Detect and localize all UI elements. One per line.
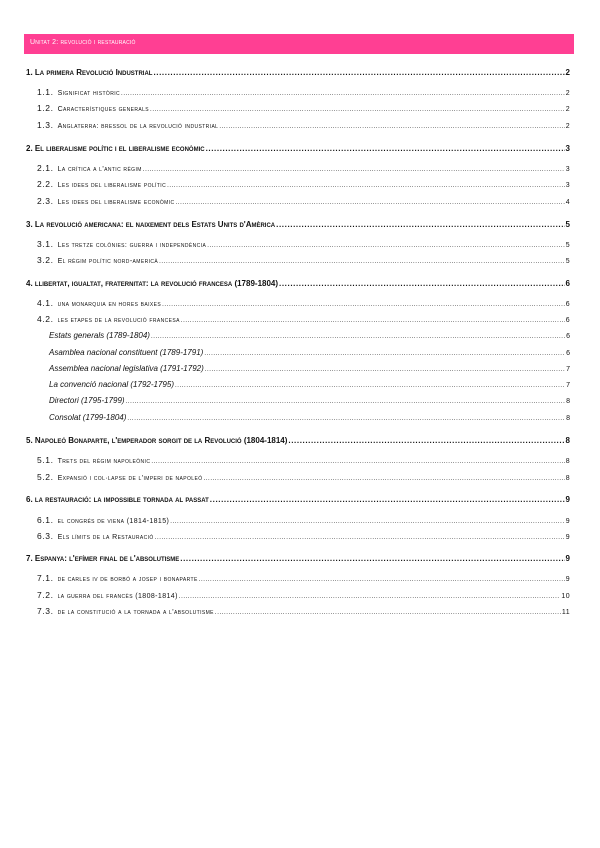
- toc-page-number: 3: [565, 144, 570, 153]
- toc-entry-title: el congrés de viena (1814-1815): [57, 518, 170, 525]
- toc-dot-leader: [206, 144, 565, 153]
- toc-entry[interactable]: [37, 314, 570, 324]
- toc-entry[interactable]: [49, 413, 570, 422]
- toc-entry[interactable]: [26, 68, 570, 77]
- toc-dot-leader: [279, 279, 565, 288]
- toc-page-number: 5: [565, 258, 570, 265]
- toc-entry-label: [26, 436, 287, 445]
- toc-entry-number: 2.3.: [37, 196, 54, 206]
- toc-entry-title: la restauració: la impossible tornada al passat: [34, 495, 209, 504]
- toc-page-number: 8: [566, 415, 570, 422]
- toc-dot-leader: [204, 475, 565, 482]
- toc-dot-leader: [121, 90, 565, 97]
- toc-entry[interactable]: [37, 255, 570, 265]
- toc-page-number: 6: [566, 350, 570, 357]
- toc-entry[interactable]: [26, 495, 570, 504]
- toc-entry-label: [26, 279, 278, 288]
- toc-entry-title: Espanya: l'efímer final de l'absolutisme: [34, 554, 180, 563]
- toc-entry[interactable]: [37, 103, 570, 113]
- toc-entry-title: una monarquia en hores baixes: [57, 301, 162, 308]
- toc-entry-label: [37, 531, 154, 541]
- toc-entry[interactable]: [37, 455, 570, 465]
- toc-page-number: 9: [565, 576, 570, 583]
- toc-entry-number: 3.: [26, 220, 35, 229]
- toc-entry-number: 3.1.: [37, 239, 54, 249]
- toc-entry-number: 4.: [26, 279, 35, 288]
- toc-entry-label: [26, 495, 209, 504]
- toc-dot-leader: [179, 593, 561, 600]
- toc-entry[interactable]: [37, 590, 570, 600]
- toc-entry[interactable]: [49, 348, 570, 357]
- toc-page-number: 8: [565, 436, 570, 445]
- toc-entry-title: La revolució americana: el naixement dels Estats Units d'Amèrica: [34, 220, 276, 229]
- toc-dot-leader: [210, 495, 565, 504]
- toc-entry-number: 1.: [26, 68, 35, 77]
- toc-dot-leader: [199, 576, 565, 583]
- toc-entry-label: [37, 314, 180, 324]
- toc-dot-leader: [276, 220, 564, 229]
- toc-entry-label: [37, 606, 214, 616]
- toc-entry-number: 2.1.: [37, 163, 54, 173]
- toc-entry-label: [26, 554, 179, 563]
- toc-entry-number: 4.2.: [37, 314, 54, 324]
- toc-page-number: 8: [566, 398, 570, 405]
- toc-entry-label: [37, 179, 166, 189]
- toc-entry-title: Directori (1795-1799): [49, 396, 125, 405]
- toc-entry-label: [37, 590, 178, 600]
- toc-entry-label: [37, 87, 120, 97]
- toc-entry-title: Consolat (1799-1804): [49, 413, 127, 422]
- toc-entry-title: Assemblea nacional legislativa (1791-1792): [49, 364, 204, 373]
- toc-entry-title: les etapes de la revolució francesa: [57, 317, 180, 324]
- toc-entry-title: Expansió i col·lapse de l'imperi de napoleó: [57, 475, 203, 482]
- toc-entry-number: 7.2.: [37, 590, 54, 600]
- toc-dot-leader: [181, 317, 565, 324]
- toc-entry-title: Significat històric: [57, 90, 121, 97]
- toc-entry[interactable]: [37, 573, 570, 583]
- toc-page-number: 2: [565, 123, 570, 130]
- toc-entry[interactable]: [37, 606, 570, 616]
- toc-dot-leader: [215, 609, 561, 616]
- toc-entry-title: llibertat, igualtat, fraternitat: la revolució francesa (1789-1804): [34, 279, 279, 288]
- toc-dot-leader: [167, 182, 565, 189]
- toc-entry-number: 5.2.: [37, 472, 54, 482]
- toc-dot-leader: [170, 518, 564, 525]
- toc-page-number: 6: [565, 301, 570, 308]
- toc-entry-title: Les idees del liberalisme econòmic: [57, 199, 175, 206]
- toc-entry-title: Asamblea nacional constituent (1789-1791): [49, 348, 204, 357]
- toc-dot-leader: [143, 166, 565, 173]
- toc-entry-number: 3.2.: [37, 255, 54, 265]
- toc-page-number: 6: [565, 317, 570, 324]
- toc-entry-number: 4.1.: [37, 298, 54, 308]
- toc-entry-label: [49, 413, 126, 422]
- toc-page-number: 6: [566, 333, 570, 340]
- toc-entry[interactable]: [37, 515, 570, 525]
- toc-entry[interactable]: [37, 239, 570, 249]
- toc-dot-leader: [162, 301, 565, 308]
- toc-entry-label: [49, 380, 174, 389]
- toc-entry-label: [37, 515, 169, 525]
- toc-entry-number: 5.: [26, 436, 35, 445]
- toc-entry[interactable]: [49, 380, 570, 389]
- toc-entry-number: 7.1.: [37, 573, 54, 583]
- toc-entry-label: [37, 103, 149, 113]
- toc-entry[interactable]: [37, 179, 570, 189]
- header-title: Unitat 2: revolució i restauració: [30, 39, 136, 46]
- toc-entry[interactable]: [37, 531, 570, 541]
- toc-entry-title: Els límits de la Restauració: [57, 534, 154, 541]
- toc-dot-leader: [176, 199, 565, 206]
- toc-dot-leader: [288, 436, 564, 445]
- toc-entry[interactable]: [37, 87, 570, 97]
- toc-entry[interactable]: [26, 220, 570, 229]
- toc-page-number: 5: [565, 242, 570, 249]
- toc-entry[interactable]: [26, 279, 570, 288]
- toc-entry[interactable]: [26, 436, 570, 445]
- toc-dot-leader: [204, 348, 565, 357]
- toc-page-number: 8: [565, 475, 570, 482]
- toc-page-number: 7: [566, 382, 570, 389]
- toc-dot-leader: [159, 258, 565, 265]
- toc-page-number: 2: [565, 106, 570, 113]
- toc-page-number: 2: [565, 90, 570, 97]
- toc-page-number: 2: [565, 68, 570, 77]
- toc-entry[interactable]: [37, 196, 570, 206]
- toc-entry-label: [37, 455, 150, 465]
- toc-entry[interactable]: [37, 120, 570, 130]
- toc-entry-number: 2.: [26, 144, 35, 153]
- toc-entry-title: de la constitució a la tornada a l'absolutisme: [57, 609, 214, 616]
- toc-page-number: 3: [565, 166, 570, 173]
- toc-dot-leader: [219, 123, 564, 130]
- toc-page-number: 5: [565, 220, 570, 229]
- toc-entry[interactable]: [49, 396, 570, 405]
- toc-entry-title: Anglaterra: bressol de la revolució industrial: [57, 123, 219, 130]
- toc-dot-leader: [205, 364, 565, 373]
- toc-entry-title: La crítica a l'antic règim: [57, 166, 142, 173]
- toc-entry-label: [37, 573, 198, 583]
- toc-dot-leader: [175, 380, 565, 389]
- toc-entry[interactable]: [26, 144, 570, 153]
- toc-entry[interactable]: [49, 331, 570, 340]
- toc-entry-label: [37, 239, 206, 249]
- toc-page-number: 9: [565, 554, 570, 563]
- toc-dot-leader: [151, 458, 564, 465]
- toc-page-number: 7: [566, 366, 570, 373]
- toc-entry-label: [37, 255, 158, 265]
- toc-page-number: 9: [565, 518, 570, 525]
- toc-dot-leader: [180, 554, 564, 563]
- toc-entry-title: Les tretze colònies: guerra i independència: [57, 242, 207, 249]
- toc-entry-title: de carles iv de borbó a josep i bonaparte: [57, 576, 198, 583]
- toc-dot-leader: [153, 68, 564, 77]
- toc-dot-leader: [151, 331, 565, 340]
- toc-entry-title: la guerra del francès (1808-1814): [57, 593, 178, 600]
- toc-page-number: 8: [565, 458, 570, 465]
- toc-entry-number: 1.2.: [37, 103, 54, 113]
- toc-entry-label: [37, 298, 161, 308]
- toc-entry[interactable]: [49, 364, 570, 373]
- toc-entry-number: 1.1.: [37, 87, 54, 97]
- toc-entry-label: [26, 68, 152, 77]
- toc-page-number: 3: [565, 182, 570, 189]
- toc-dot-leader: [207, 242, 565, 249]
- toc-entry-label: [49, 396, 125, 405]
- toc-entry-number: 6.1.: [37, 515, 54, 525]
- toc-entry-label: [49, 331, 150, 340]
- toc-entry-label: [26, 220, 275, 229]
- toc-entry-title: El règim polític nord-americà: [57, 258, 159, 265]
- toc-page-number: 9: [565, 495, 570, 504]
- toc-entry-number: 2.2.: [37, 179, 54, 189]
- toc-entry-number: 5.1.: [37, 455, 54, 465]
- toc-page-number: 11: [561, 609, 570, 616]
- toc-entry-number: 6.: [26, 495, 35, 504]
- toc-dot-leader: [126, 396, 566, 405]
- toc-entry-title: Trets del règim napoleònic: [57, 458, 151, 465]
- toc-page-number: 4: [565, 199, 570, 206]
- toc-entry[interactable]: [37, 298, 570, 308]
- toc-entry-label: [37, 472, 203, 482]
- toc-page-number: 9: [565, 534, 570, 541]
- toc-page-number: 6: [565, 279, 570, 288]
- toc-entry-title: Les idees del liberalisme polític: [57, 182, 167, 189]
- toc-dot-leader: [150, 106, 565, 113]
- toc-page-number: 10: [561, 593, 570, 600]
- toc-entry-label: [26, 144, 205, 153]
- toc-entry-number: 1.3.: [37, 120, 54, 130]
- toc-entry-label: [37, 163, 142, 173]
- toc-entry-label: [37, 196, 175, 206]
- toc-dot-leader: [127, 413, 565, 422]
- toc-entry-number: 7.: [26, 554, 35, 563]
- toc-entry[interactable]: [37, 163, 570, 173]
- toc-entry-number: 6.3.: [37, 531, 54, 541]
- toc-entry-title: Estats generals (1789-1804): [49, 331, 150, 340]
- toc-entry-label: [49, 348, 203, 357]
- toc-entry-title: La primera Revolució Industrial: [34, 68, 153, 77]
- toc-entry-number: 7.3.: [37, 606, 54, 616]
- toc-entry[interactable]: [26, 554, 570, 563]
- toc-entry-title: Napoleó Bonaparte, l'emperador sorgit de la Revolució (1804-1814): [34, 436, 288, 445]
- toc-entry[interactable]: [37, 472, 570, 482]
- toc-entry-title: La convenció nacional (1792-1795): [49, 380, 174, 389]
- toc-entry-label: [37, 120, 218, 130]
- toc-entry-label: [49, 364, 204, 373]
- toc-entry-title: El liberalisme polític i el liberalisme econòmic: [34, 144, 205, 153]
- toc-dot-leader: [155, 534, 565, 541]
- toc-entry-title: Característiques generals: [57, 106, 150, 113]
